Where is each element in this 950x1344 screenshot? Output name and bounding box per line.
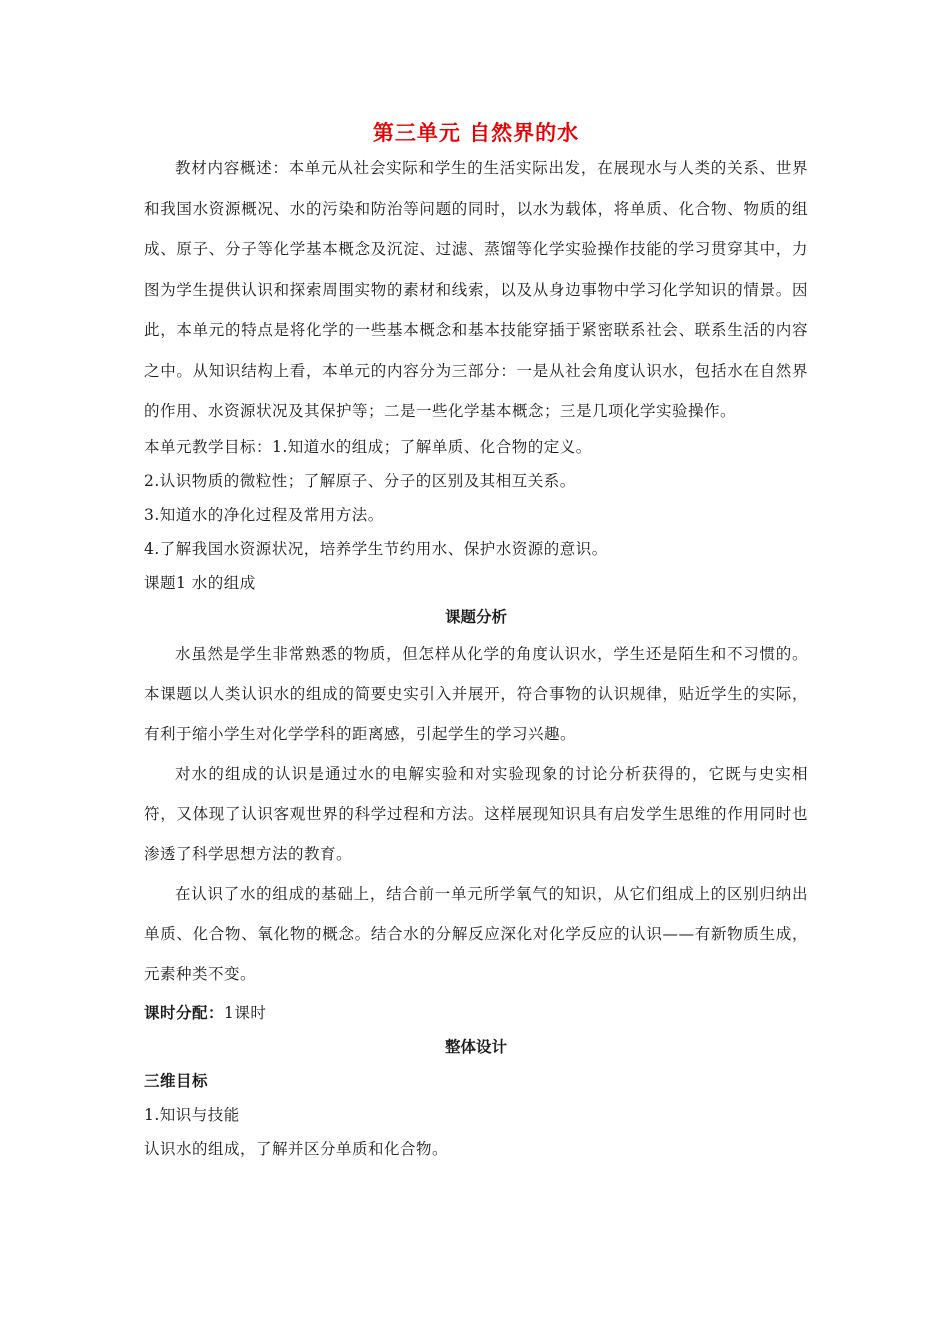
objectives-heading: 三维目标 (144, 1071, 209, 1090)
knowledge-heading: 1.知识与技能 (144, 1105, 240, 1124)
analysis-paragraph-1: 水虽然是学生非常熟悉的物质，但怎样从化学的角度认识水，学生还是陌生和不习惯的。本课题以人类认识水的组成的简要史实引入并展开，符合事物的认识规律，贴近学生的实际，有利于缩小学生对化学学科的距离感，引起学生的学习兴趣。 (144, 644, 808, 743)
knowledge-text: 认识水的组成，了解并区分单质和化合物。 (144, 1139, 449, 1158)
topic-title: 课题1 水的组成 (144, 573, 256, 592)
overview-paragraph: 教材内容概述：本单元从社会实际和学生的生活实际出发，在展现水与人类的关系、世界和我国水资源概况、水的污染和防治等问题的同时，以水为载体，将单质、化合物、物质的组成、原子、分子等化学基本概念及沉淀、过滤、蒸馏等化学实验操作技能的学习贯穿其中，力图为学生提供认识和探索周围实物的素材和线索，以及从身边事物中学习化学知识的情景。因此，本单元的特点是将化学的一些基本概念和基本技能穿插于紧密联系社会、联系生活的内容之中。从知识结构上看，本单元的内容分为三部分：一是从社会角度认识水，包括水在自然界的作用、水资源状况及其保护等；二是一些化学基本概念；三是几项化学实验操作。 (144, 159, 808, 420)
analysis-paragraph-3: 在认识了水的组成的基础上，结合前一单元所学氧气的知识，从它们组成上的区别归纳出单质、化合物、氧化物的概念。结合水的分解反应深化对化学反应的认识——有新物质生成，元素种类不变。 (144, 884, 808, 983)
goal-item-4: 4.了解我国水资源状况，培养学生节约用水、保护水资源的意识。 (144, 539, 608, 558)
unit-title: 第三单元 自然界的水 (372, 121, 580, 145)
goals-list (144, 430, 808, 566)
design-heading: 整体设计 (444, 1037, 507, 1056)
goal-item-2: 2.认识物质的微粒性；了解原子、分子的区别及其相互关系。 (144, 471, 576, 490)
goal-item-1: 本单元教学目标：1.知道水的组成；了解单质、化合物的定义。 (144, 437, 592, 456)
analysis-heading: 课题分析 (444, 607, 507, 626)
document-page (144, 118, 808, 1166)
analysis-paragraph-2: 对水的组成的认识是通过水的电解实验和对实验现象的讨论分析获得的，它既与史实相符，又体现了认识客观世界的科学过程和方法。这样展现知识具有启发学生思维的作用同时也渗透了科学思想方法的教育。 (144, 764, 808, 863)
class-hours-label: 课时分配： (144, 1003, 225, 1022)
class-hours-value: 1课时 (224, 1003, 267, 1022)
class-hours (144, 996, 808, 1030)
goal-item-3: 3.知道水的净化过程及常用方法。 (144, 505, 384, 524)
